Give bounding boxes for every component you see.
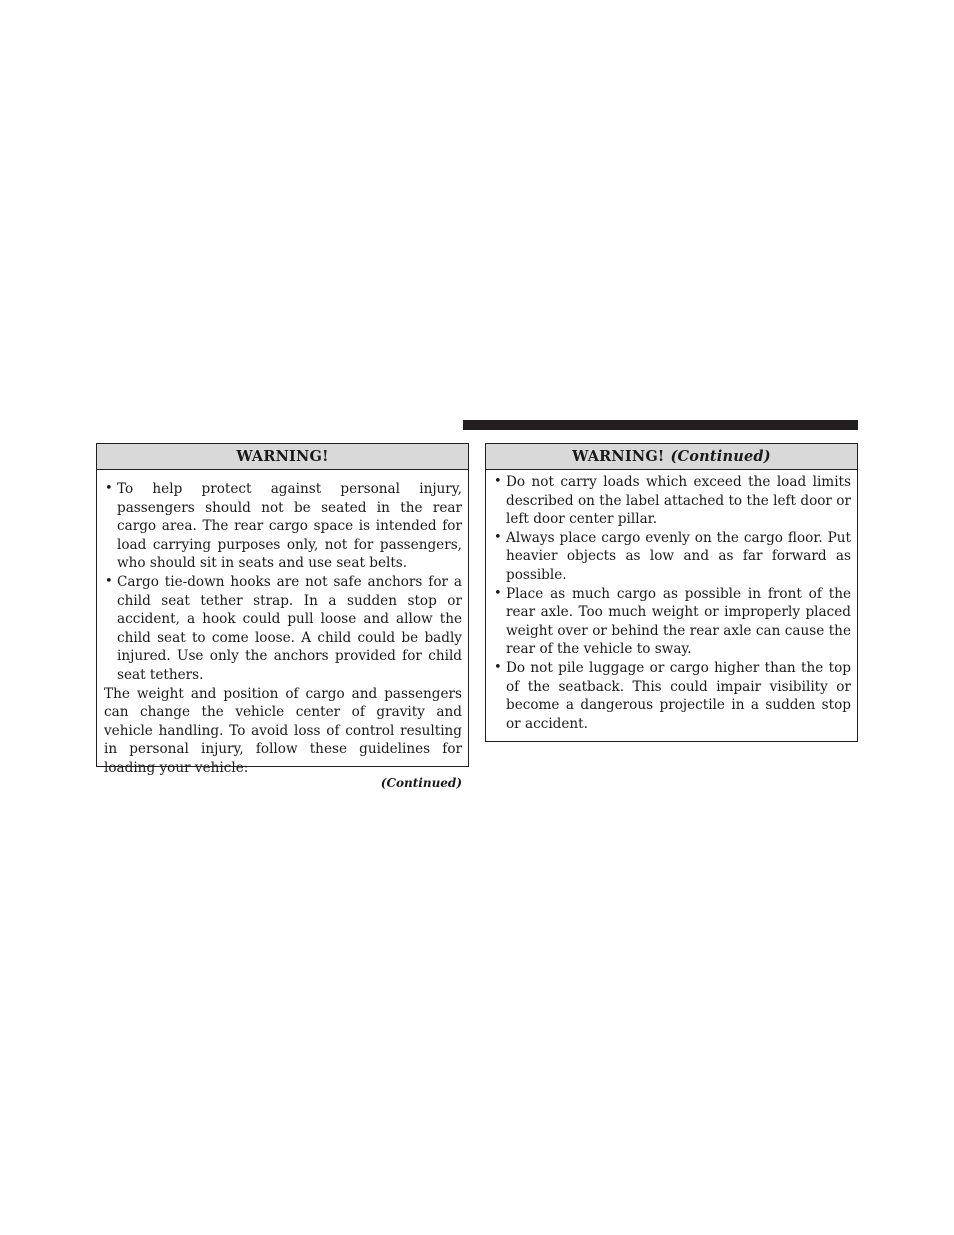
warning-paragraph: The weight and position of cargo and passengers can change the vehicle center of gravity and vehicle handling. To avoid loss of control resulting in personal injury, follow these guidelines for loading your vehicle: [104,685,462,776]
warning-bullet-item [493,585,851,659]
warning-bullet-item [493,473,851,529]
bullet-icon: • [494,585,502,601]
bullet-icon: • [494,529,502,545]
warning-bullet-list [493,473,851,733]
warning-title-suffix: (Continued) [670,448,771,465]
warning-bullet-item [493,659,851,733]
warning-bullet-item [104,573,462,685]
bullet-text: Always place cargo evenly on the cargo floor. Put heavier objects as low and as far forward as possible. [506,529,851,583]
bullet-text: Cargo tie-down hooks are not safe anchors for a child seat tether strap. In a sudden stop or accident, a hook could pull loose and allow the child seat to come loose. A child could be badly injured. Use only the anchors provided for child seat tethers. [117,573,462,683]
warning-header [486,444,857,470]
bullet-icon: • [494,659,502,675]
bullet-text: Do not pile luggage or cargo higher than the top of the seatback. This could impair visibility or become a dangerous projectile in a sudden stop or accident. [506,659,851,732]
bullet-icon: • [494,474,502,489]
bullet-icon: • [105,573,113,589]
section-header-bar [463,420,858,430]
continued-label: (Continued) [380,776,462,790]
bullet-icon: • [105,481,113,496]
warning-header [97,444,468,470]
warning-title: WARNING! [572,448,665,465]
warning-bullet-item [104,480,462,573]
bullet-text: Place as much cargo as possible in front of the rear axle. Too much weight or improperly placed weight over or behind the rear axle can cause the rear of the vehicle to sway. [506,585,851,658]
warning-body [486,470,857,733]
warning-bullet-item [493,529,851,585]
warning-bullet-list [104,480,462,685]
warning-box-continued [485,443,858,742]
warning-body [97,470,468,778]
bullet-text: Do not carry loads which exceed the load limits described on the label attached to the left door or left door center pillar. [506,474,851,528]
warning-box [96,443,469,776]
warning-title: WARNING! [236,448,329,465]
bullet-text: To help protect against personal injury, passengers should not be seated in the rear cargo area. The rear cargo space is intended for load carrying purposes only, not for passengers, who should sit in seats and use seat belts. [117,481,462,572]
